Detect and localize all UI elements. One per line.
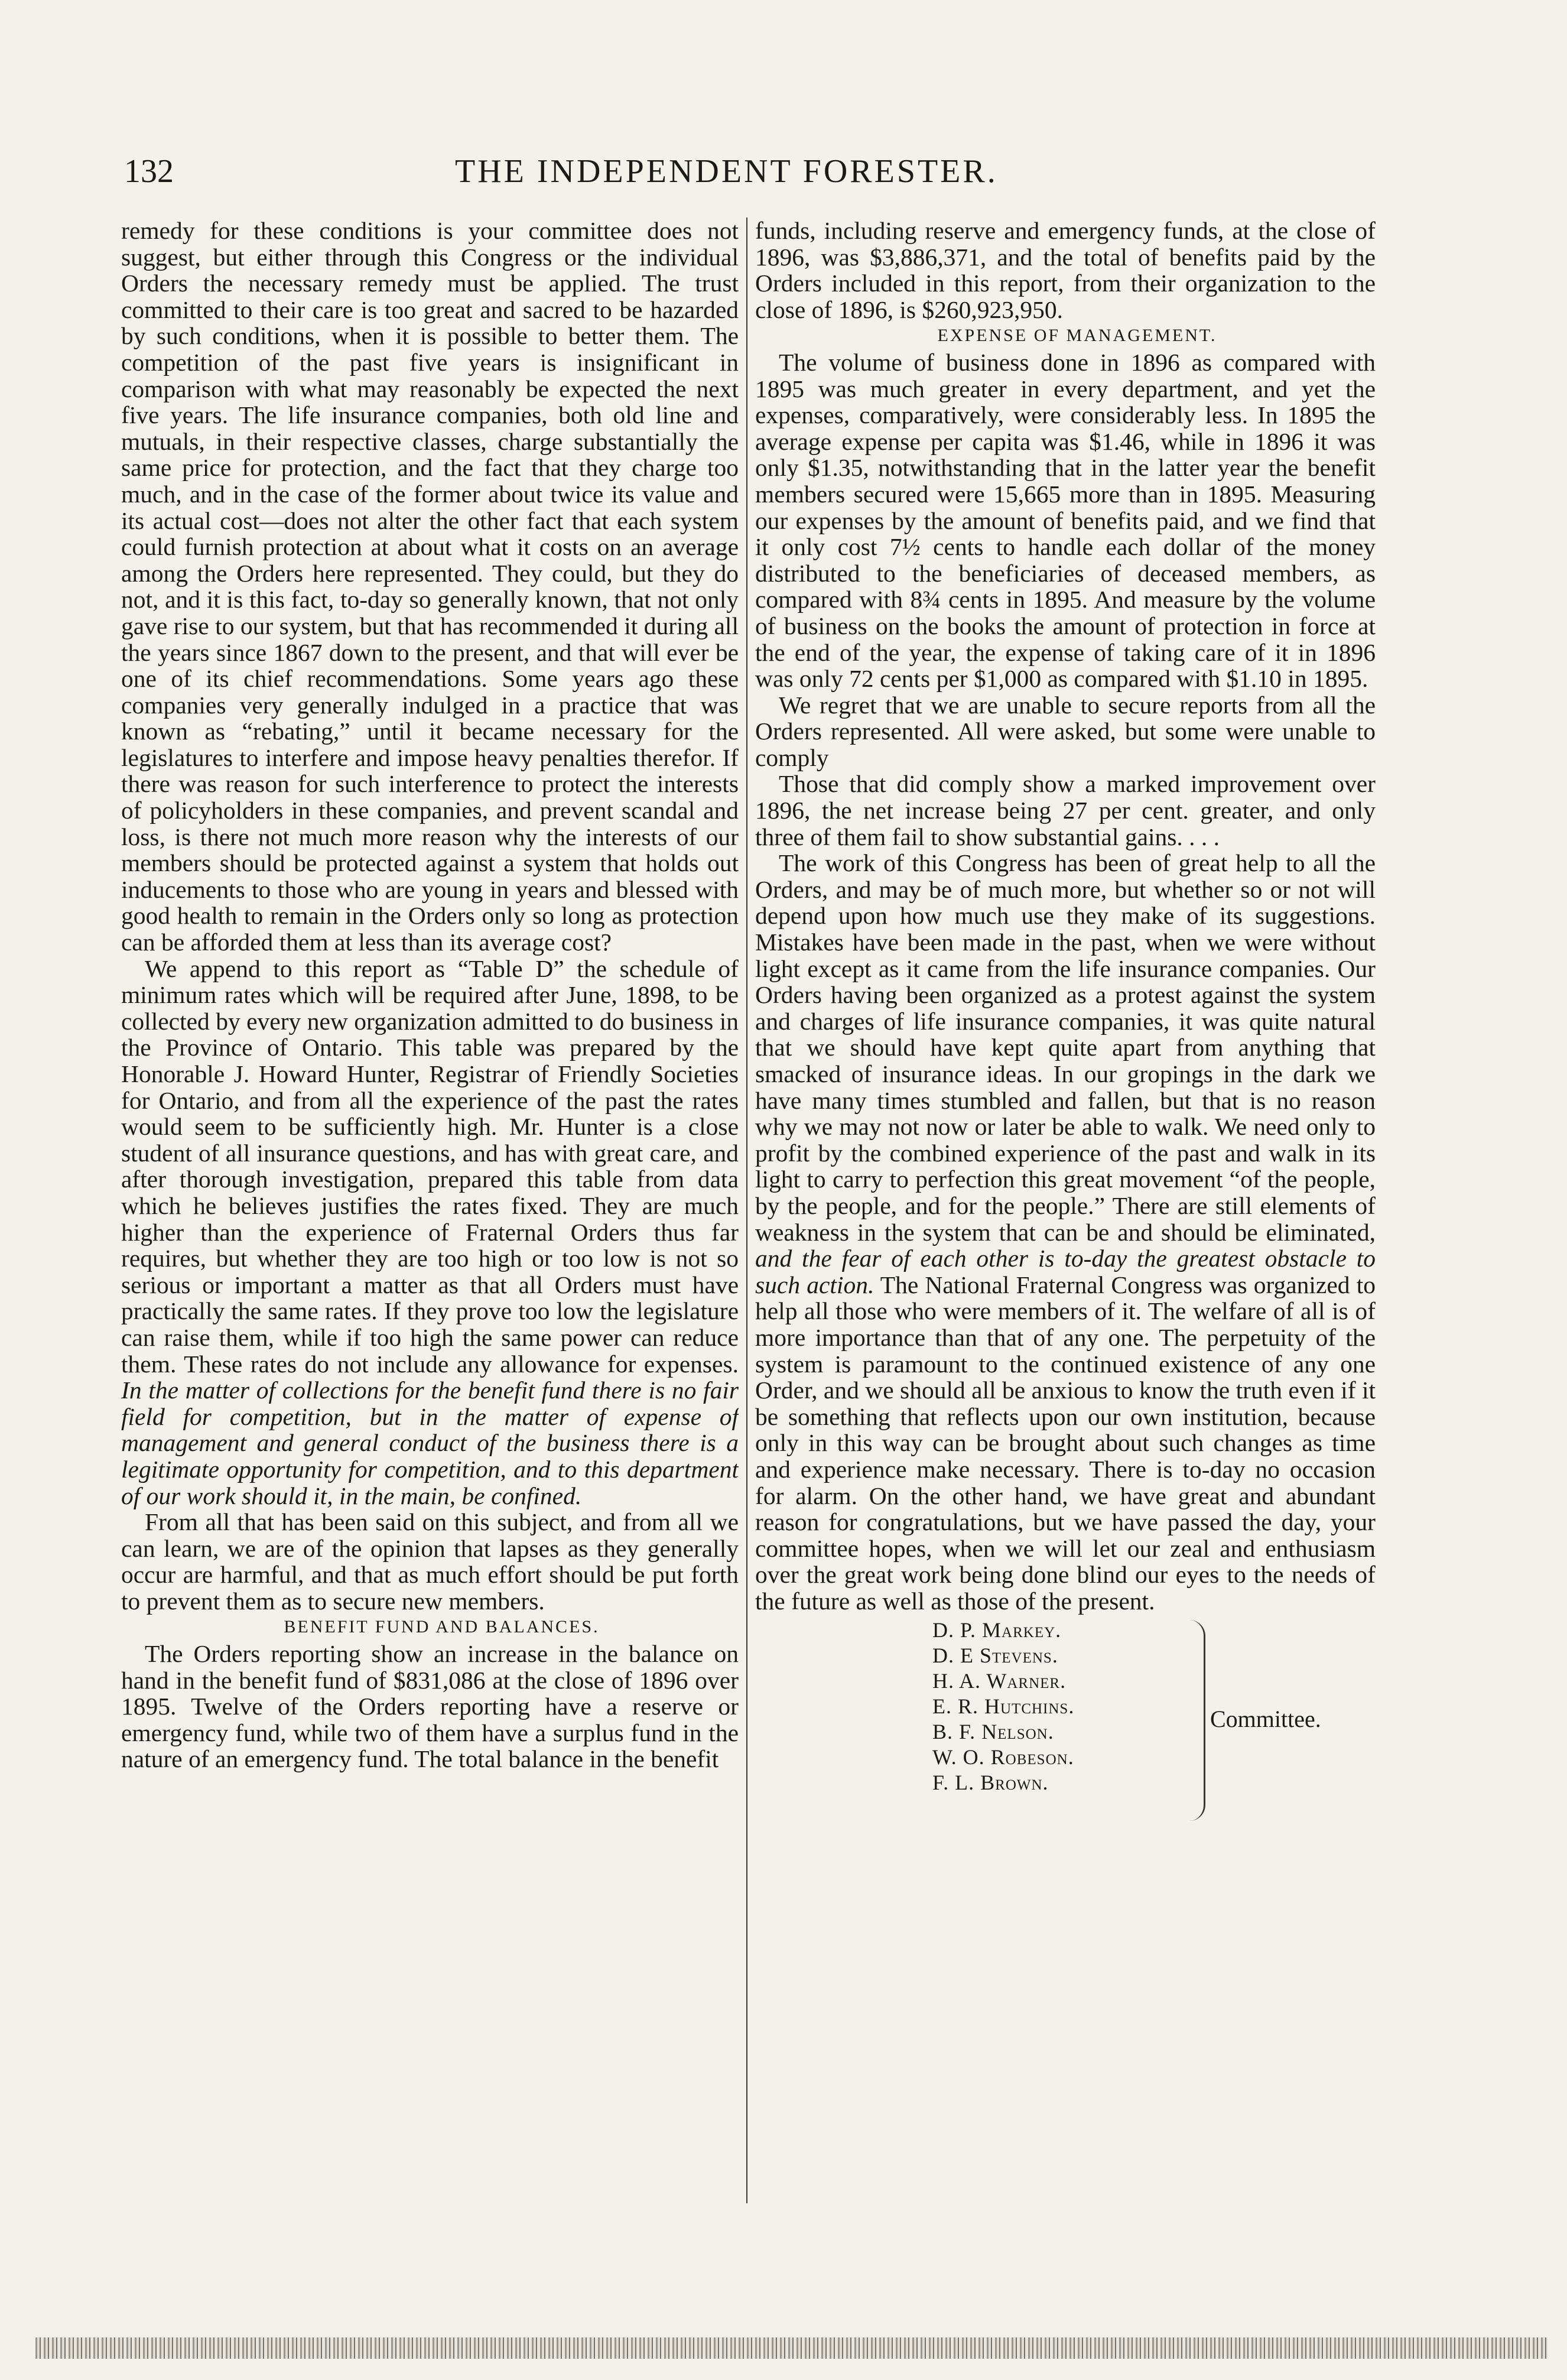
paragraph-text: The National Fraternal Congress was organized to help all those who were members of it. The welfare of all is of more importance than that of any one. The perpetuity of the system is paramount to the continued existence of any one Order, and we should all be anxious to know the truth even if it be something that reflects upon our own institution, because only in this way can be brought about such changes as time and experience make necessary. There is to-day no occasion for alarm. On the other hand, we have great and abundant reason for congratulations, but we have passed the day, your committee hopes, when we will let our zeal and enthusiasm over the great work being done blind our eyes to the needs of the future as well as those of the present. bbox=[755, 1271, 1376, 1615]
scan-edge bbox=[35, 2337, 1548, 2359]
italic-passage: In the matter of collections for the benefit fund there is no fair field for competition, but in the matter of expense of management and general conduct of the business there is a legitimate opportunity for competition, and to this department of our work should it, in the main, be confined. bbox=[121, 1376, 739, 1509]
left-column bbox=[121, 217, 739, 2215]
paragraph: From all that has been said on this subject, and from all we can learn, we are of the opinion that lapses as they generally occur are harmful, and that as much effort should be put forth to prevent them as to secure new members. bbox=[121, 1508, 739, 1615]
signature: B. F. Nelson. bbox=[932, 1720, 1054, 1744]
paragraph: The Orders reporting show an increase in the balance on hand in the benefit fund of $831,086 at the close of 1896 over 1895. Twelve of the Orders reporting have a reserve or emergency fund, while two of them have a surplus fund in the nature of an emergency fund. The total balance in the benefit bbox=[121, 1640, 739, 1773]
paragraph-text: We append to this report as “Table D” the schedule of minimum rates which will be required after June, 1898, to be collected by every new organization admitted to do business in the Province of Ontario. This table was prepared by the Honorable J. Howard Hunter, Registrar of Friendly Societies for Ontario, and from all the experience of the past the rates would seem to be sufficiently high. Mr. Hunter is a close student of all insurance questions, and has with great care, and after thorough investigation, prepared this table from data which he believes justifies the rates fixed. They are much higher than the experience of Fraternal Orders thus far requires, but whether they are too high or too low is not so serious or important a matter as that all Orders must have practically the same rates. If they prove too low the legislature can raise them, while if too high the same power can reduce them. These rates do not include any allowance for expenses. bbox=[121, 954, 739, 1378]
italic-passage: and the fear of each other is to-day the greatest obstacle to such action. bbox=[755, 1245, 1376, 1298]
paragraph: remedy for these conditions is your committee does not suggest, but either through this Congress or the individual Orders the necessary remedy must be applied. The trust committed to their care is too great and sacred to be hazarded by such conditions, when it is possible to better them. The competition of the past five years is insignificant in comparison with what may reasonably be expected the next five years. The life insurance companies, both old line and mutuals, in their respective classes, charge substantially the same price for protection, and the fact that they charge too much, and in the case of the former about twice its value and its actual cost—does not alter the other fact that each system could furnish protection at about what it costs on an average among the Orders here represented. They could, but they do not, and it is this fact, to-day so generally known, that not only gave rise to our system, but that has recommended it during all the years since 1867 down to the present, and that will ever be one of its chief recommendations. Some years ago these companies very generally indulged in a practice that was known as “rebating,” until it became necessary for the legislatures to interfere and impose heavy penalties therefor. If there was reason for such interference to protect the interests of policyholders in these companies, and prevent scandal and loss, is there not much more reason why the interests of our members should be protected against a system that holds out inducements to those who are young in years and blessed with good health to remain in the Orders only so long as protection can be afforded them at less than its average cost? bbox=[121, 217, 739, 956]
page-number: 132 bbox=[124, 153, 174, 190]
journal-title: THE INDEPENDENT FORESTER. bbox=[455, 153, 998, 190]
paragraph bbox=[755, 850, 1376, 1614]
paragraph: funds, including reserve and emergency funds, at the close of 1896, was $3,886,371, and the total of benefits paid by the Orders included in this report, from their organization to the close of 1896, is $260,923,950. bbox=[755, 217, 1376, 323]
signature-list bbox=[932, 1618, 1074, 1795]
signature: D. P. Markey. bbox=[932, 1618, 1062, 1642]
committee-label: Committee. bbox=[1210, 1706, 1321, 1733]
column-divider bbox=[746, 217, 747, 2203]
brace bbox=[1189, 1620, 1205, 1821]
section-heading: BENEFIT FUND AND BALANCES. bbox=[284, 1617, 600, 1637]
paragraph: Those that did comply show a marked improvement over 1896, the net increase being 27 per cent. greater, and only three of them fail to show substantial gains. . . . bbox=[755, 770, 1376, 850]
signature: W. O. Robeson. bbox=[932, 1745, 1074, 1769]
signature: E. R. Hutchins. bbox=[932, 1694, 1075, 1719]
page-header bbox=[124, 152, 1371, 206]
paragraph bbox=[121, 956, 739, 1509]
section-heading: EXPENSE OF MANAGEMENT. bbox=[937, 326, 1217, 346]
signature: F. L. Brown. bbox=[932, 1771, 1049, 1795]
paragraph: We regret that we are unable to secure reports from all the Orders represented. All were asked, but some were unable to comply bbox=[755, 691, 1376, 771]
paragraph: The volume of business done in 1896 as compared with 1895 was much greater in every department, and yet the expenses, comparatively, were considerably less. In 1895 the average expense per capita was $1.46, while in 1896 it was only $1.35, notwithstanding that in the latter year the benefit members secured were 15,665 more than in 1895. Measuring our expenses by the amount of benefits paid, and we find that it only cost 7½ cents to handle each dollar of the money distributed to the beneficiaries of deceased members, as compared with 8¾ cents in 1895. And measure by the volume of business on the books the amount of protection in force at the end of the year, the expense of taking care of it in 1896 was only 72 cents per $1,000 as compared with $1.10 in 1895. bbox=[755, 348, 1376, 693]
right-column bbox=[755, 217, 1376, 2215]
signature: D. E Stevens. bbox=[932, 1644, 1058, 1668]
paragraph-text: The work of this Congress has been of great help to all the Orders, and may be of much more, but whether so or not will depend upon how much use they make of its suggestions. Mistakes have been made in the past, when we were without light except as it came from the life insurance companies. Our Orders having been organized as a protest against the system and charges of life insurance companies, it was quite natural that we should have kept quite apart from anything that smacked of insurance ideas. In our gropings in the dark we have many times stumbled and fallen, but that is no reason why we may not now or later be able to walk. We need only to profit by the combined experience of the past and walk in its light to carry to perfection this great movement “of the people, by the people, and for the people.” There are still elements of weakness in the system that can be and should be eliminated, bbox=[755, 849, 1376, 1246]
signature: H. A. Warner. bbox=[932, 1669, 1067, 1693]
signature-block bbox=[755, 1618, 1376, 1836]
